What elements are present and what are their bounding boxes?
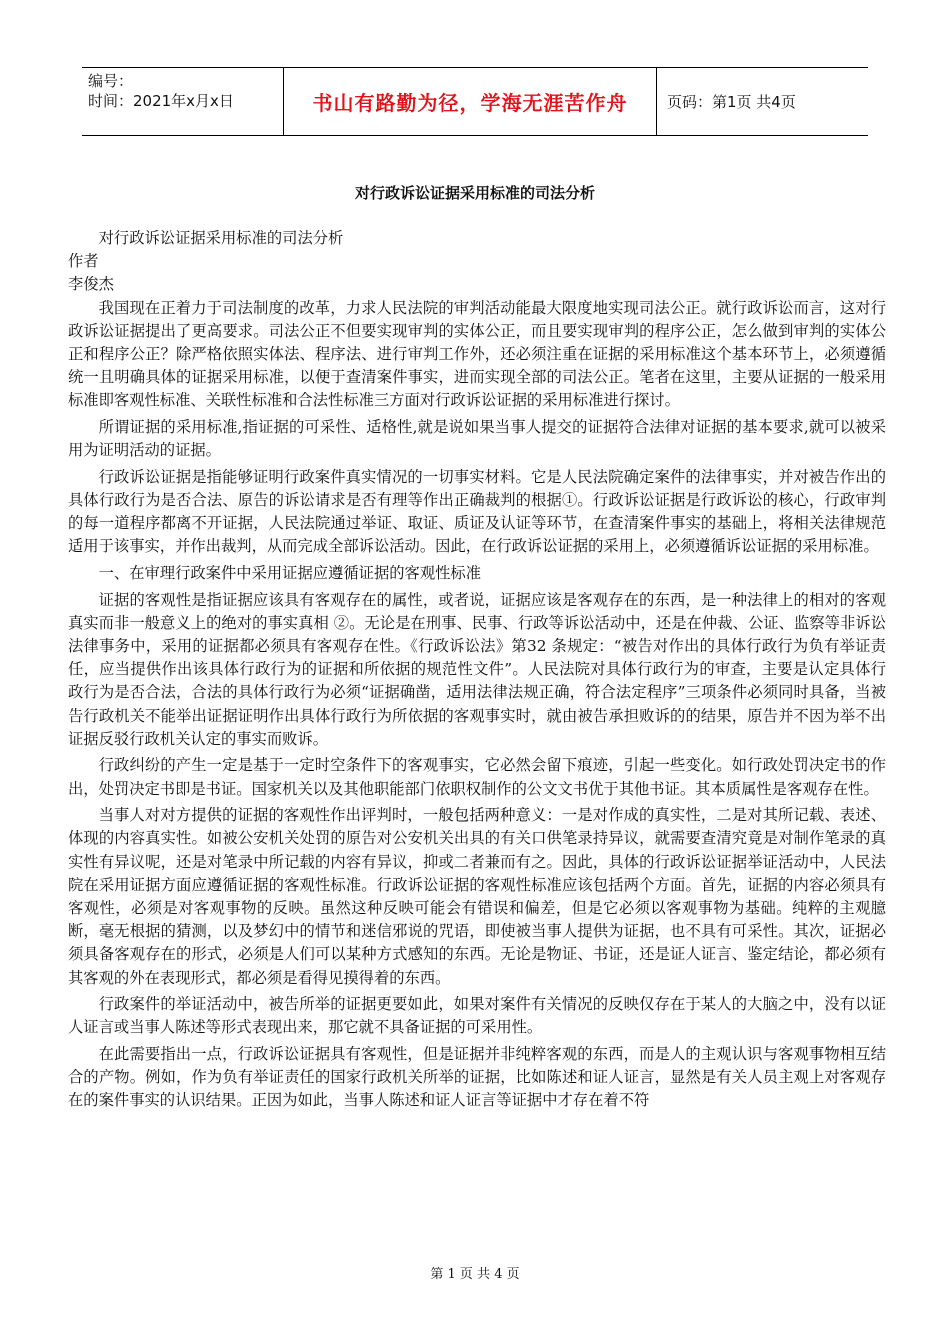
doc-time-label: 时间：2021年x月x日 [88,92,234,110]
paragraph: 当事人对对方提供的证据的客观性作出评判时，一般包括两种意义：一是对作成的真实性，二是对其所记载、表述、体现的内容真实性。如被公安机关处罚的原告对公安机关出具的有关口供笔录持异议，就需要查清究竟是对制作笔录的真实性有异议呢，还是对笔录中所记载的内容有异议，抑或二者兼而有之。因此，具体的行政诉讼证据举证活动中，人民法院在采用证据方面应遵循证据的客观性标准。行政诉讼证据的客观性标准应该包括两个方面。首先，证据的内容必须具有客观性，必须是对客观事物的反映。虽然这种反映可能会有错误和偏差，但是它必须以客观事物为基础。纯粹的主观臆断，毫无根据的猜测，以及梦幻中的情节和迷信邪说的咒语，即使被当事人提供为证据，也不具有可采性。其次，证据必须具备客观存在的形式，必须是人们可以某种方式感知的东西。无论是物证、书证，还是证人证言、鉴定结论，都必须有其客观的外在表现形式，都必须是看得见摸得着的东西。 [68,806,886,987]
header-page-cell [657,68,868,135]
paragraph: 行政纠纷的产生一定是基于一定时空条件下的客观事实，它必然会留下痕迹，引起一些变化。如行政处罚决定书的作出，处罚决定书即是书证。国家机关以及其他职能部门依职权制作的公文文书优于其他书证。其本质属性是客观存在性。 [68,756,886,798]
paragraph: 在此需要指出一点，行政诉讼证据具有客观性，但是证据并非纯粹客观的东西，而是人的主观认识与客观事物相互结合的产物。例如，作为负有举证责任的国家行政机关所举的证据，比如陈述和证人证言，显然是有关人员主观上对客观存在的案件事实的认识结果。正因为如此，当事人陈述和证人证言等证据中才存在着不符 [68,1045,886,1110]
header-motto-cell [283,68,657,135]
header-motto: 书山有路勤为径，学海无涯苦作舟 [312,91,628,115]
paragraph: 行政案件的举证活动中，被告所举的证据更要如此，如果对案件有关情况的反映仅存在于某人的大脑之中，没有以证人证言或当事人陈述等形式表现出来，那它就不具备证据的可采用性。 [68,995,886,1037]
paragraph-author-name: 李俊杰 [68,275,114,294]
paragraph-subtitle: 对行政诉讼证据采用标准的司法分析 [98,229,344,247]
paragraph-author-label: 作者 [68,252,99,271]
document-title: 对行政诉讼证据采用标准的司法分析 [354,184,595,202]
paragraph: 所谓证据的采用标准,指证据的可采性、适格性,就是说如果当事人提交的证据符合法律对证据的基本要求,就可以被采用为证明活动的证据。 [68,418,886,460]
document-body [68,227,886,1116]
paragraph: 证据的客观性是指证据应该具有客观存在的属性，或者说，证据应该是客观存在的东西，是一种法律上的相对的客观真实而非一般意义上的绝对的事实真相 ②。无论是在刑事、民事、行政等诉讼活动中，还是在仲裁、公证、监察等非诉讼法律事务中，采用的证据都必须具有客观存在性。《行政诉讼法》第32 条规定：“被告对作出的具体行政行为负有举证责任，应当提供作出该具体行政行为的证据和所依据的规范性文件”。人民法院对具体行政行为的审查，主要是认定具体行政行为是否合法，合法的具体行政行为必须“证据确凿，适用法律法规正确，符合法定程序”三项条件必须同时具备，当被告行政机关不能举出证据证明作出具体行政行为所依据的客观事实时，就由被告承担败诉的的结果，原告并不因为举不出证据反驳行政机关认定的事实而败诉。 [68,590,886,748]
header-table [82,67,868,136]
header-meta [82,68,283,135]
page-footer: 第 1 页 共 4 页 [430,1267,520,1282]
paragraph: 我国现在正着力于司法制度的改革，力求人民法院的审判活动能最大限度地实现司法公正。就行政诉讼而言，这对行政诉讼证据提出了更高要求。司法公正不但要实现审判的实体公正，而且要实现审判的程序公正，怎么做到审判的实体公正和程序公正？除严格依照实体法、程序法、进行审判工作外，还必须注重在证据的采用标准这个基本环节上，必须遵循统一且明确具体的证据采用标准，以便于查清案件事实，进而实现全部的司法公正。笔者在这里，主要从证据的一般采用标准即客观性标准、关联性标准和合法性标准三方面对行政诉讼证据的采用标准进行探讨。 [68,298,886,410]
section-heading: 一、在审理行政案件中采用证据应遵循证据的客观性标准 [98,564,482,583]
header-page-info: 页码：第1页 共4页 [667,93,796,111]
paragraph: 行政诉讼证据是指能够证明行政案件真实情况的一切事实材料。它是人民法院确定案件的法律事实，并对被告作出的具体行政行为是否合法、原告的诉讼请求是否有理等作出正确裁判的根据①。行政诉讼证据是行政诉讼的核心，行政审判的每一道程序都离不开证据，人民法院通过举证、取证、质证及认证等环节，在查清案件事实的基础上，将相关法律规范适用于该事实，并作出裁判，从而完成全部诉讼活动。因此，在行政诉讼证据的采用上，必须遵循诉讼证据的采用标准。 [68,467,886,556]
doc-number-label: 编号： [88,72,134,90]
